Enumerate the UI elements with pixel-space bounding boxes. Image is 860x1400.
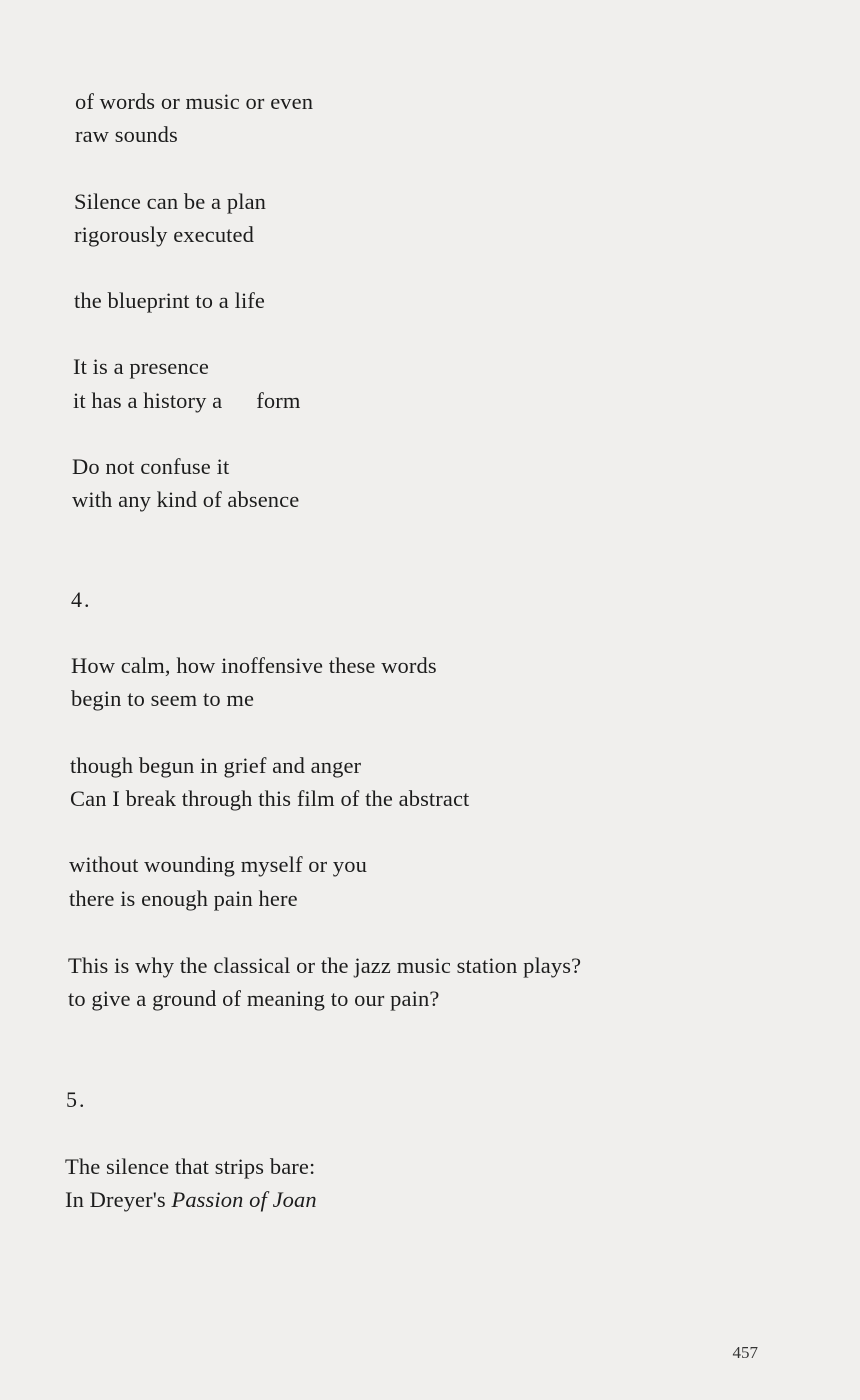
poem-line: there is enough pain here	[69, 886, 298, 911]
poem-line: This is why the classical or the jazz music station plays?	[68, 953, 582, 978]
poem-line: begin to seem to me	[71, 686, 255, 711]
poem-line: The silence that strips bare:	[65, 1154, 316, 1179]
poem-line: of words or music or even	[75, 89, 314, 114]
poem-line-fragment: it has a history a	[73, 388, 223, 413]
poem-line: Can I break through this film of the abstract	[70, 786, 470, 811]
poem-line: the blueprint to a life	[74, 288, 265, 313]
poem-line	[73, 388, 300, 414]
poem-line: to give a ground of meaning to our pain?	[68, 986, 440, 1011]
poem-line: rigorously executed	[74, 222, 254, 247]
poem-line-fragment: In Dreyer's	[65, 1187, 172, 1212]
poem-line: Silence can be a plan	[74, 189, 267, 214]
page-number: 457	[732, 1343, 758, 1362]
section-number: 4.	[71, 587, 92, 612]
poem-line: though begun in grief and anger	[70, 753, 362, 778]
section-number: 5.	[66, 1087, 87, 1112]
poem-line: with any kind of absence	[72, 487, 300, 512]
poem-line: without wounding myself or you	[69, 852, 367, 877]
poem-line: How calm, how inoffensive these words	[71, 653, 437, 678]
poem-line: Do not confuse it	[72, 454, 230, 479]
poem-line	[65, 1187, 317, 1213]
poem-line-fragment: form	[256, 388, 301, 413]
film-title: Passion of Joan	[171, 1187, 317, 1212]
poem-line: It is a presence	[73, 354, 209, 379]
poem-line: raw sounds	[75, 122, 178, 147]
